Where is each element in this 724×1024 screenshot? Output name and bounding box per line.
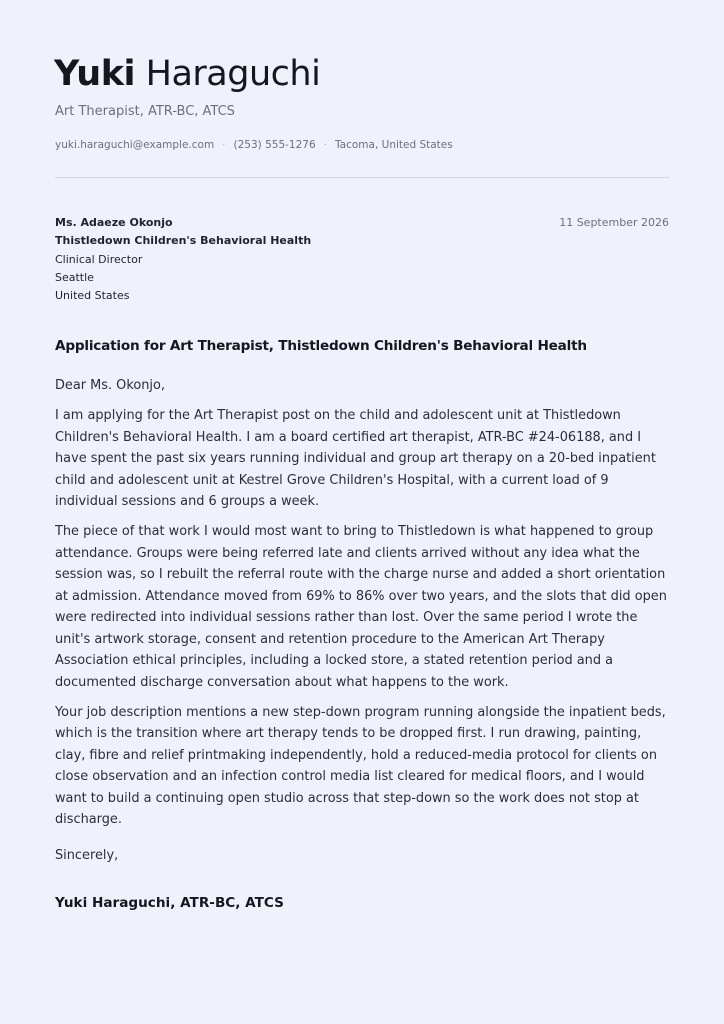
body-paragraph: I am applying for the Art Therapist post on the child and adolescent unit at Thistledown Children's Behavioral Health. I am a board certified art therapist, ATR-BC #24-06188, and I have spent the past six years running individual and group art therapy on a 20-bed inpatient child and adolescent unit at Kestrel Grove Children's Hospital, with a current load of 9 individual sessions and 6 groups a week. <box>55 408 656 509</box>
contact-separator: · <box>323 139 327 151</box>
contact-email: yuki.haraguchi@example.com <box>55 139 215 151</box>
salutation: Dear Ms. Okonjo, <box>55 378 165 393</box>
contact-line <box>55 139 453 151</box>
applicant-credentials: Art Therapist, ATR-BC, ATCS <box>55 104 235 119</box>
letter-body <box>55 375 673 839</box>
signature: Yuki Haraguchi, ATR-BC, ATCS <box>55 895 284 911</box>
recipient-organization: Thistledown Children's Behavioral Health <box>55 234 312 248</box>
body-paragraph: Your job description mentions a new step-down program running alongside the inpatient beds, which is the transition where art therapy tends to be dropped first. I run drawing, painting, clay, fibre and relief printmaking independently, hold a reduced-media protocol for clients on close observation and an infection control media list cleared for medical floors, and I would want to build a continuing open studio across that step-down so the work does not stop at discharge. <box>55 704 666 827</box>
header-divider <box>55 177 669 178</box>
contact-location: Tacoma, United States <box>334 139 453 151</box>
recipient-name: Ms. Adaeze Okonjo <box>55 216 173 229</box>
applicant-first-name: Yuki <box>54 54 135 94</box>
applicant-name <box>54 52 320 96</box>
contact-phone: (253) 555-1276 <box>233 139 316 151</box>
letter-date: 11 September 2026 <box>559 216 669 229</box>
closing: Sincerely, <box>55 848 119 863</box>
contact-separator: · <box>222 139 226 151</box>
applicant-last-name: Haraguchi <box>145 54 321 94</box>
recipient-role: Clinical Director <box>55 252 143 266</box>
body-paragraph: The piece of that work I would most want to bring to Thistledown is what happened to group attendance. Groups were being referred late and clients arrived without any idea what the session was, so I rebuilt the referral route with the charge nurse and added a short orientation at admission. Attendance moved from 69% to 86% over two years, and the slots that did open were redirected into individual sessions rather than lost. Over the same period I wrote the unit's artwork storage, consent and retention procedure to the American Art Therapy Association ethical principles, including a locked store, a stated retention period and a documented discharge conversation about what happens to the work. <box>55 524 667 690</box>
recipient-block <box>55 214 311 305</box>
recipient-city: Seattle <box>55 270 94 284</box>
recipient-country: United States <box>55 289 130 303</box>
letter-subject: Application for Art Therapist, Thistledown Children's Behavioral Health <box>55 338 587 354</box>
